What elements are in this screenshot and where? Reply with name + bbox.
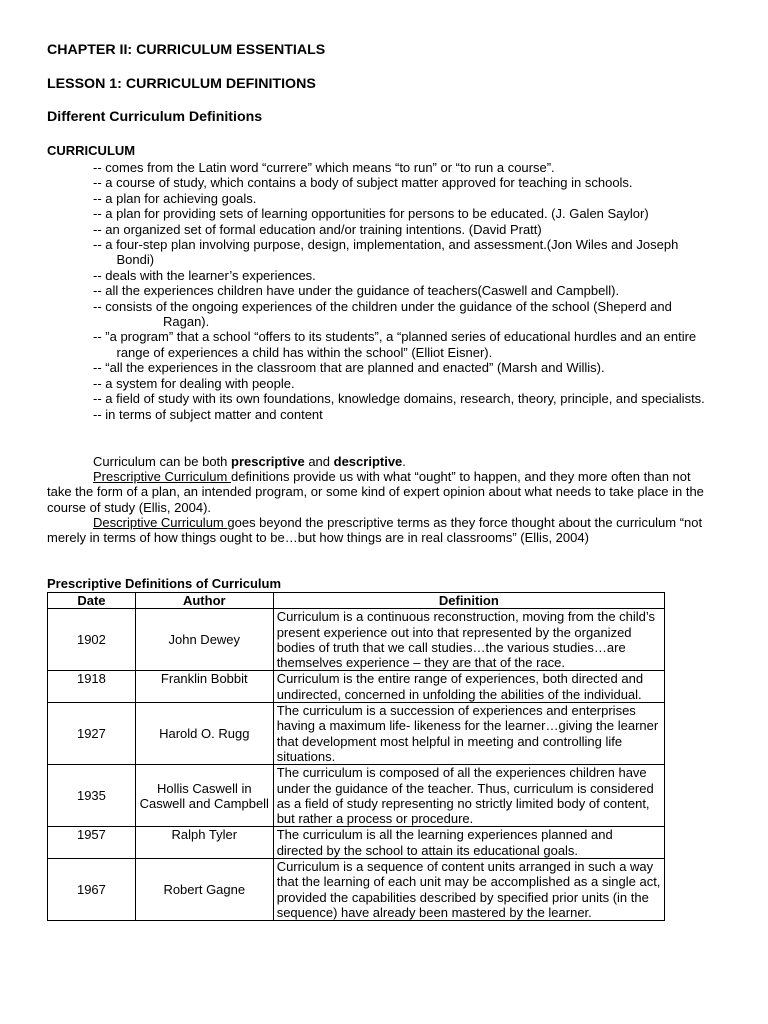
definition-item: -- in terms of subject matter and content: [93, 406, 323, 422]
descriptive-paragraph: [47, 515, 715, 546]
definition-list: [93, 160, 713, 422]
table-row: [48, 827, 665, 859]
cell-definition: The curriculum is a succession of experiences and enterprises having a maximum life- likeness for the learner…giving the learner that development most helpful in meeting and controlling life situations.: [273, 703, 664, 765]
definition-item: -- “all the experiences in the classroom that are planned and enacted” (Marsh and Willis).: [93, 360, 605, 376]
definition-item: -- a plan for providing sets of learning opportunities for persons to be educated. (J. Galen Saylor): [93, 206, 649, 222]
section-title: Different Curriculum Definitions: [47, 109, 263, 125]
prescriptive-term: prescriptive: [231, 454, 305, 469]
cell-date: 1957: [48, 827, 136, 859]
curriculum-types-paragraph: [47, 454, 715, 469]
cell-definition: Curriculum is the entire range of experiences, both directed and undirected, concerned in unfolding the abilities of the individual.: [273, 671, 664, 703]
definition-item: -- a course of study, which contains a body of subject matter approved for teaching in schools.: [93, 175, 633, 191]
cell-author: John Dewey: [135, 609, 273, 671]
cell-definition: Curriculum is a continuous reconstruction, moving from the child’s present experience out into that represented by the organized bodies of truth that we call studies…the various studies…are themselves experience – they are that of the race.: [273, 609, 664, 671]
para1-mid: and: [304, 454, 334, 469]
cell-definition: Curriculum is a sequence of content units arranged in such a way that the learning of each unit may be accomplished as a single act, provided the capabilities described by specified prior units (in the sequence) have already been mastered by the learner.: [273, 859, 664, 921]
definition-item: -- a field of study with its own foundations, knowledge domains, research, theory, principle, and specialists.: [93, 391, 705, 407]
descriptive-curriculum-term: Descriptive Curriculum: [93, 515, 228, 530]
cell-author: Robert Gagne: [135, 859, 273, 921]
cell-date: 1918: [48, 671, 136, 703]
header-date: Date: [48, 593, 136, 609]
header-author: Author: [135, 593, 273, 609]
chapter-title: CHAPTER II: CURRICULUM ESSENTIALS: [47, 42, 326, 58]
cell-author: Harold O. Rugg: [135, 703, 273, 765]
table-header-row: [48, 593, 665, 609]
table-row: [48, 859, 665, 921]
cell-date: 1935: [48, 765, 136, 827]
cell-date: 1967: [48, 859, 136, 921]
prescriptive-paragraph: [47, 469, 715, 515]
table-title: Prescriptive Definitions of Curriculum: [47, 576, 282, 591]
cell-author: Ralph Tyler: [135, 827, 273, 859]
definition-item: -- deals with the learner’s experiences.: [93, 267, 316, 283]
table-row: [48, 671, 665, 703]
prescriptive-paragraph-text: definitions provide us with what “ought” to happen, and they more often than not take the form of a plan, an intended program, or some kind of expert opinion about what needs to take place in the course of study (Ellis, 2004).: [47, 469, 704, 515]
definition-item: -- a system for dealing with people.: [93, 375, 295, 391]
lesson-title: LESSON 1: CURRICULUM DEFINITIONS: [47, 76, 316, 92]
definition-item: -- ”a program” that a school “offers to its students”, a “planned series of educational hurdles and an entire range of experiences a child has within the school” (Elliot Eisner).: [93, 329, 697, 360]
table-row: [48, 703, 665, 765]
prescriptive-curriculum-term: Prescriptive Curriculum: [93, 469, 231, 484]
descriptive-term: descriptive: [333, 454, 403, 469]
cell-date: 1902: [48, 609, 136, 671]
header-definition: Definition: [273, 593, 664, 609]
definition-item: -- consists of the ongoing experiences of the children under the guidance of the school (Sheperd and Ragan).: [93, 298, 672, 330]
cell-definition: The curriculum is composed of all the experiences children have under the guidance of the teacher. Thus, curriculum is considered as a field of study representing no strictly limited body of content, but rather a process or procedure.: [273, 765, 664, 827]
descriptive-paragraph-text: goes beyond the prescriptive terms as they force thought about the curriculum “not merely in terms of how things ought to be…but how things are in real classrooms” (Ellis, 2004): [47, 515, 703, 546]
definition-item: -- comes from the Latin word “currere” which means “to run” or “to run a course”.: [93, 160, 555, 175]
prescriptive-definitions-table: [47, 592, 665, 921]
table-row: [48, 765, 665, 827]
definition-item: -- all the experiences children have under the guidance of teachers(Caswell and Campbell).: [93, 283, 620, 299]
definition-item: -- a plan for achieving goals.: [93, 190, 257, 206]
cell-author: Franklin Bobbit: [135, 671, 273, 703]
definition-item: -- an organized set of formal education and/or training intentions. (David Pratt): [93, 221, 542, 237]
para1-prefix: Curriculum can be both: [93, 454, 232, 469]
table-row: [48, 609, 665, 671]
definition-item: -- a four-step plan involving purpose, design, implementation, and assessment.(Jon Wiles and Joseph Bondi): [93, 237, 679, 268]
cell-date: 1927: [48, 703, 136, 765]
cell-author: Hollis Caswell in Caswell and Campbell: [135, 765, 273, 827]
cell-definition: The curriculum is all the learning experiences planned and directed by the school to attain its educational goals.: [273, 827, 664, 859]
para1-suffix: .: [402, 454, 406, 469]
curriculum-heading: CURRICULUM: [47, 143, 136, 158]
